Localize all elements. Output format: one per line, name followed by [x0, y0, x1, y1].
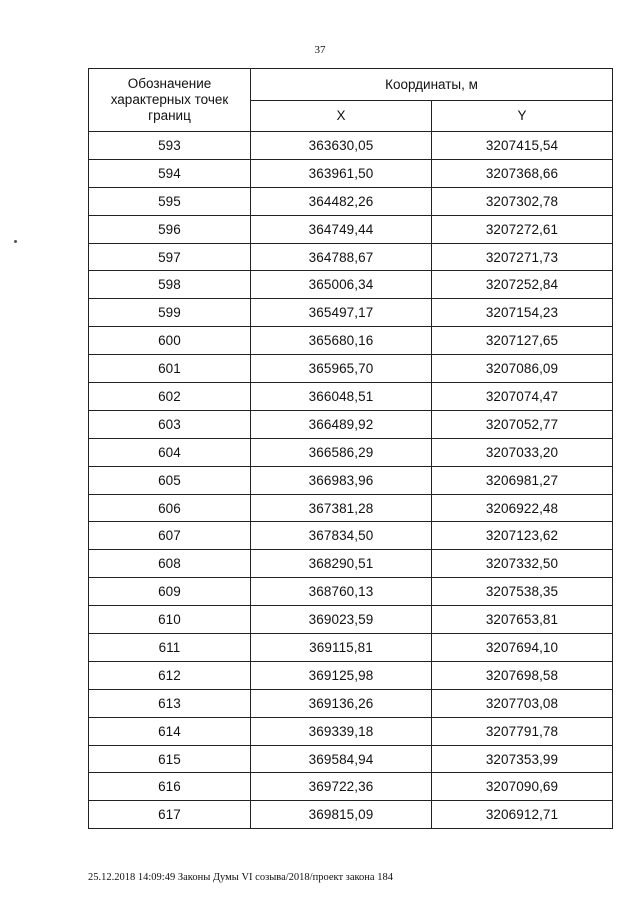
table-header — [89, 69, 613, 132]
x-coordinate-cell: 369023,59 — [251, 606, 432, 634]
x-coordinate-cell: 369115,81 — [251, 634, 432, 662]
point-number-cell: 608 — [89, 550, 251, 578]
table-row — [89, 606, 613, 634]
point-number-cell: 604 — [89, 438, 251, 466]
y-coordinate-cell: 3207302,78 — [432, 187, 613, 215]
table-row — [89, 745, 613, 773]
table-row — [89, 801, 613, 829]
point-number-cell: 605 — [89, 466, 251, 494]
point-number-cell: 593 — [89, 132, 251, 160]
table-row — [89, 550, 613, 578]
point-number-cell: 602 — [89, 383, 251, 411]
table-row — [89, 773, 613, 801]
y-coordinate-cell: 3207086,09 — [432, 355, 613, 383]
table-row — [89, 243, 613, 271]
table-row — [89, 271, 613, 299]
table-body — [89, 132, 613, 829]
y-coordinate-cell: 3207123,62 — [432, 522, 613, 550]
x-coordinate-cell: 368290,51 — [251, 550, 432, 578]
x-coordinate-cell: 366489,92 — [251, 410, 432, 438]
table-row — [89, 578, 613, 606]
point-number-cell: 594 — [89, 159, 251, 187]
point-number-cell: 597 — [89, 243, 251, 271]
x-coordinate-cell: 363630,05 — [251, 132, 432, 160]
table-row — [89, 327, 613, 355]
x-coordinate-cell: 369584,94 — [251, 745, 432, 773]
x-coordinate-cell: 369339,18 — [251, 717, 432, 745]
point-number-cell: 611 — [89, 634, 251, 662]
point-number-cell: 595 — [89, 187, 251, 215]
point-number-cell: 612 — [89, 661, 251, 689]
y-coordinate-cell: 3207415,54 — [432, 132, 613, 160]
x-coordinate-cell: 364482,26 — [251, 187, 432, 215]
x-coordinate-cell: 365497,17 — [251, 299, 432, 327]
table-row — [89, 634, 613, 662]
x-coordinate-cell: 363961,50 — [251, 159, 432, 187]
x-coordinate-cell: 366983,96 — [251, 466, 432, 494]
y-coordinate-cell: 3207074,47 — [432, 383, 613, 411]
table-row — [89, 689, 613, 717]
y-coordinate-cell: 3207332,50 — [432, 550, 613, 578]
table-row — [89, 522, 613, 550]
table-row — [89, 187, 613, 215]
point-number-cell: 601 — [89, 355, 251, 383]
y-coordinate-cell: 3207271,73 — [432, 243, 613, 271]
page-number: 37 — [314, 44, 326, 56]
y-coordinate-cell: 3207694,10 — [432, 634, 613, 662]
table-row — [89, 132, 613, 160]
table-row — [89, 410, 613, 438]
x-coordinate-cell: 369136,26 — [251, 689, 432, 717]
table-row — [89, 494, 613, 522]
header-y: Y — [432, 101, 613, 132]
point-number-cell: 606 — [89, 494, 251, 522]
point-number-cell: 615 — [89, 745, 251, 773]
y-coordinate-cell: 3207703,08 — [432, 689, 613, 717]
y-coordinate-cell: 3207791,78 — [432, 717, 613, 745]
y-coordinate-cell: 3206981,27 — [432, 466, 613, 494]
x-coordinate-cell: 367381,28 — [251, 494, 432, 522]
x-coordinate-cell: 365006,34 — [251, 271, 432, 299]
header-coordinates: Координаты, м — [251, 69, 613, 101]
point-number-cell: 614 — [89, 717, 251, 745]
x-coordinate-cell: 369815,09 — [251, 801, 432, 829]
point-number-cell: 613 — [89, 689, 251, 717]
y-coordinate-cell: 3207698,58 — [432, 661, 613, 689]
x-coordinate-cell: 367834,50 — [251, 522, 432, 550]
table-row — [89, 717, 613, 745]
y-coordinate-cell: 3206912,71 — [432, 801, 613, 829]
y-coordinate-cell: 3207353,99 — [432, 745, 613, 773]
table-row — [89, 438, 613, 466]
scan-speck — [14, 240, 17, 243]
point-number-cell: 596 — [89, 215, 251, 243]
table-row — [89, 383, 613, 411]
point-number-cell: 603 — [89, 410, 251, 438]
y-coordinate-cell: 3207090,69 — [432, 773, 613, 801]
y-coordinate-cell: 3207033,20 — [432, 438, 613, 466]
y-coordinate-cell: 3207653,81 — [432, 606, 613, 634]
point-number-cell: 598 — [89, 271, 251, 299]
point-number-cell: 609 — [89, 578, 251, 606]
table-row — [89, 355, 613, 383]
y-coordinate-cell: 3207368,66 — [432, 159, 613, 187]
y-coordinate-cell: 3207127,65 — [432, 327, 613, 355]
table-row — [89, 466, 613, 494]
header-x: X — [251, 101, 432, 132]
y-coordinate-cell: 3206922,48 — [432, 494, 613, 522]
table-row — [89, 299, 613, 327]
x-coordinate-cell: 364788,67 — [251, 243, 432, 271]
x-coordinate-cell: 366048,51 — [251, 383, 432, 411]
y-coordinate-cell: 3207154,23 — [432, 299, 613, 327]
x-coordinate-cell: 369125,98 — [251, 661, 432, 689]
point-number-cell: 600 — [89, 327, 251, 355]
point-number-cell: 607 — [89, 522, 251, 550]
table-row — [89, 661, 613, 689]
point-number-cell: 617 — [89, 801, 251, 829]
x-coordinate-cell: 368760,13 — [251, 578, 432, 606]
x-coordinate-cell: 365965,70 — [251, 355, 432, 383]
y-coordinate-cell: 3207538,35 — [432, 578, 613, 606]
x-coordinate-cell: 366586,29 — [251, 438, 432, 466]
table-row — [89, 215, 613, 243]
y-coordinate-cell: 3207052,77 — [432, 410, 613, 438]
x-coordinate-cell: 369722,36 — [251, 773, 432, 801]
header-designation: Обозначение характерных точек границ — [89, 69, 251, 132]
x-coordinate-cell: 365680,16 — [251, 327, 432, 355]
x-coordinate-cell: 364749,44 — [251, 215, 432, 243]
coordinates-table — [88, 68, 613, 829]
footer-stamp: 25.12.2018 14:09:49 Законы Думы VI созыва/2018/проект закона 184 — [88, 872, 393, 883]
table-row — [89, 159, 613, 187]
point-number-cell: 599 — [89, 299, 251, 327]
point-number-cell: 616 — [89, 773, 251, 801]
point-number-cell: 610 — [89, 606, 251, 634]
y-coordinate-cell: 3207272,61 — [432, 215, 613, 243]
y-coordinate-cell: 3207252,84 — [432, 271, 613, 299]
